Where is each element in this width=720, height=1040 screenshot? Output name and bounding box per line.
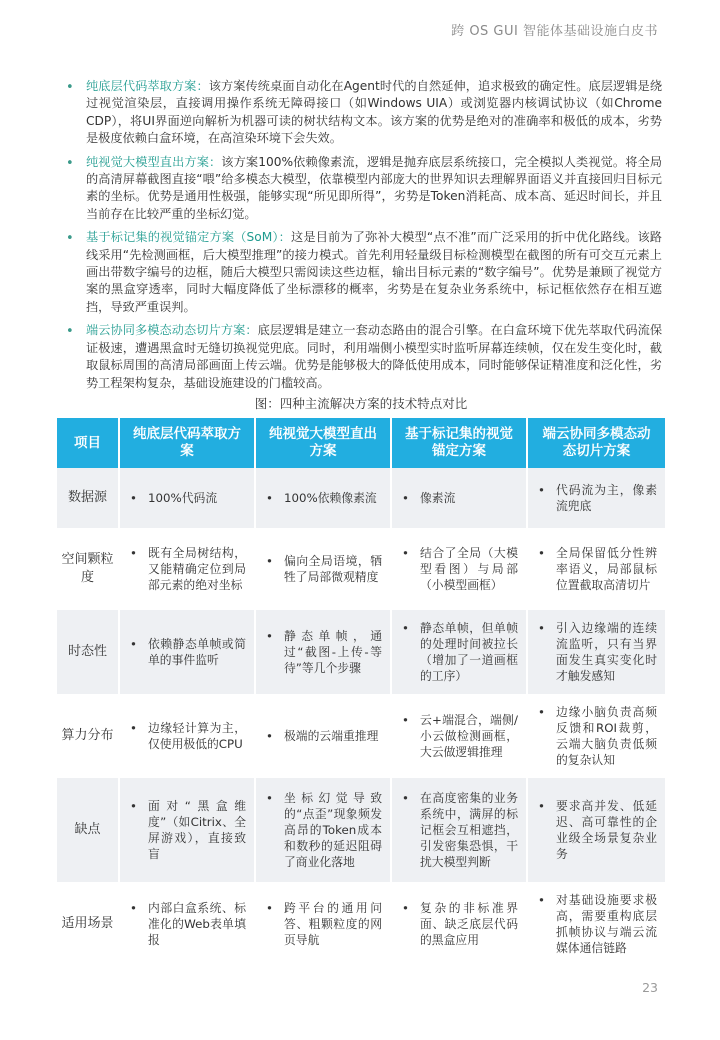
cell-text: 复杂的非标准界面、缺乏底层代码的黑盒应用 bbox=[420, 901, 518, 947]
bullet-dot-icon: • bbox=[266, 554, 273, 568]
header-cell-edge-cloud: 端云协同多模态动态切片方案 bbox=[527, 418, 665, 468]
bullet-term: 纯底层代码萃取方案： bbox=[86, 79, 209, 93]
cell-text: 全局保留低分性辨率语义，局部鼠标位置截取高清切片 bbox=[556, 546, 657, 592]
table-cell bbox=[255, 882, 391, 966]
table-cell bbox=[255, 694, 391, 778]
table-cell bbox=[527, 528, 665, 610]
row-label: 适用场景 bbox=[57, 882, 119, 966]
bullet-term: 纯视觉大模型直出方案： bbox=[86, 154, 222, 169]
table-cell bbox=[391, 610, 527, 694]
cell-text: 跨平台的通用问答、粗颗粒度的网页导航 bbox=[284, 901, 382, 947]
bullet-dot-icon: • bbox=[66, 155, 74, 171]
bullet-dot-icon: • bbox=[266, 901, 273, 915]
table-cell bbox=[255, 528, 391, 610]
bullet-dot-icon: • bbox=[538, 705, 545, 719]
row-label: 时态性 bbox=[57, 610, 119, 694]
bullet-dot-icon: • bbox=[538, 546, 545, 560]
cell-text: 结合了全局（大模型看图）与局部（小模型画框） bbox=[420, 546, 518, 592]
bullet-term: 基于标记集的视觉锚定方案（SoM）： bbox=[86, 230, 292, 245]
cell-text: 既有全局树结构，又能精确定位到局部元素的绝对坐标 bbox=[148, 546, 246, 592]
cell-text: 依赖静态单帧或简单的事件监听 bbox=[148, 637, 246, 667]
bullet-dot-icon: • bbox=[402, 546, 409, 560]
cell-text: 100%依赖像素流 bbox=[284, 491, 377, 505]
table-cell bbox=[391, 778, 527, 882]
cell-text: 静态单帧，但单帧的处理时间被拉长（增加了一道画框的工序） bbox=[420, 621, 518, 683]
cell-text: 坐标幻觉导致的“点歪”现象频发高昂的Token成本和数秒的延迟阻碍了商业化落地 bbox=[284, 791, 382, 869]
bullet-term: 端云协同多模态动态切片方案： bbox=[86, 323, 258, 338]
cell-text: 100%代码流 bbox=[148, 491, 218, 505]
row-label: 算力分布 bbox=[57, 694, 119, 778]
table-cell bbox=[527, 694, 665, 778]
cell-text: 对基础设施要求极高，需要重构底层抓帧协议与端云流媒体通信链路 bbox=[556, 893, 657, 955]
bullet-paragraph bbox=[86, 154, 662, 224]
bullet-dot-icon: • bbox=[130, 637, 137, 651]
table-caption: 图：四种主流解决方案的技术特点对比 bbox=[254, 396, 468, 411]
table-cell bbox=[391, 882, 527, 966]
bullet-dot-icon: • bbox=[130, 721, 137, 735]
bullet-dot-icon: • bbox=[402, 901, 409, 915]
table-cell bbox=[527, 778, 665, 882]
table-cell bbox=[391, 468, 527, 528]
row-label: 数据源 bbox=[57, 468, 119, 528]
cell-text: 静态单帧，通过“截图-上传-等待”等几个步骤 bbox=[284, 629, 382, 675]
table-row bbox=[57, 778, 665, 882]
header-cell-som: 基于标记集的视觉锚定方案 bbox=[391, 418, 527, 468]
bullet-dot-icon: • bbox=[66, 80, 74, 95]
cell-text: 像素流 bbox=[420, 491, 456, 505]
table-cell bbox=[119, 468, 255, 528]
bullet-dot-icon: • bbox=[130, 901, 137, 915]
table-row bbox=[57, 468, 665, 528]
header-cell-pure-vision: 纯视觉大模型直出方案 bbox=[255, 418, 391, 468]
bullet-dot-icon: • bbox=[266, 729, 273, 743]
row-label: 空间颗粒度 bbox=[57, 528, 119, 610]
table-cell bbox=[119, 694, 255, 778]
bullet-item bbox=[62, 229, 662, 316]
bullet-dot-icon: • bbox=[402, 621, 409, 635]
page-header-title: 跨 OS GUI 智能体基础设施白皮书 bbox=[451, 24, 658, 39]
table-row bbox=[57, 882, 665, 966]
table-cell bbox=[527, 610, 665, 694]
table-cell bbox=[119, 882, 255, 966]
bullet-item bbox=[62, 154, 662, 224]
cell-text: 要求高并发、低延迟、高可靠性的企业级全场景复杂业务 bbox=[556, 799, 657, 861]
solution-bullet-list bbox=[62, 78, 662, 398]
bullet-dot-icon: • bbox=[402, 791, 409, 805]
table-row bbox=[57, 528, 665, 610]
bullet-text: 这是目前为了弥补大模型“点不准”而广泛采用的折中优化路线。该路线采用“先检测画框，后大模型推理”的接力模式。首先利用轻量级目标检测模型在截图的所有可交互元素上画出带数字编号的边框，随后大模型只需阅读这些边框，输出目标元素的“数字编号”。优势是兼顾了视觉方案的黑盒穿透率，同时大幅度降低了坐标漂移的概率，劣势是在复杂业务系统中，标记框依然存在相互遮挡，导致严重误判。 bbox=[86, 230, 662, 314]
bullet-item bbox=[62, 322, 662, 392]
table-cell bbox=[255, 468, 391, 528]
table-cell bbox=[391, 528, 527, 610]
table-cell bbox=[527, 882, 665, 966]
bullet-dot-icon: • bbox=[402, 713, 409, 727]
comparison-table bbox=[57, 418, 665, 966]
bullet-text: 该方案100%依赖像素流，逻辑是抛弃底层系统接口，完全模拟人类视觉。将全局的高清屏幕截图直接“喂”给多模态大模型，依靠模型内部庞大的世界知识去理解界面语义并直接回归目标元素的坐标。优势是通用性极强，能够实现“所见即所得”，劣势是Token消耗高、成本高、延迟时间长，并且当前存在比较严重的坐标幻觉。 bbox=[86, 154, 663, 221]
cell-text: 极端的云端重推理 bbox=[284, 729, 379, 743]
bullet-dot-icon: • bbox=[402, 491, 409, 505]
bullet-dot-icon: • bbox=[266, 629, 273, 643]
cell-text: 偏向全局语境，牺牲了局部微观精度 bbox=[284, 554, 382, 584]
table-cell bbox=[119, 610, 255, 694]
table-row bbox=[57, 610, 665, 694]
bullet-dot-icon: • bbox=[538, 483, 545, 497]
bullet-dot-icon: • bbox=[130, 799, 137, 813]
cell-text: 边缘小脑负责高频反馈和ROI裁剪，云端大脑负责低频的复杂认知 bbox=[556, 705, 657, 767]
bullet-item bbox=[62, 78, 662, 148]
bullet-text: 底层逻辑是建立一套动态路由的混合引擎。在白盒环境下优先萃取代码流保证极速，遭遇黑盒时无缝切换视觉兜底。同时，利用端侧小模型实时监听屏幕连续帧，仅在发生变化时，截取鼠标周围的高清局部画面上传云端。优势是能够极大的降低使用成本，同时能够保证精准度和泛化性，劣势工程架构复杂，基础设施建设的门槛较高。 bbox=[86, 323, 663, 390]
cell-text: 内部白盒系统、标准化的Web表单填报 bbox=[148, 901, 246, 947]
bullet-dot-icon: • bbox=[538, 799, 545, 813]
bullet-dot-icon: • bbox=[538, 893, 545, 907]
cell-text: 边缘轻计算为主，仅使用极低的CPU bbox=[148, 721, 246, 751]
cell-text: 代码流为主，像素流兜底 bbox=[556, 483, 657, 513]
bullet-dot-icon: • bbox=[66, 231, 74, 247]
table-cell bbox=[255, 610, 391, 694]
header-cell-item: 项目 bbox=[57, 418, 119, 468]
table-cell bbox=[119, 778, 255, 882]
bullet-dot-icon: • bbox=[266, 491, 273, 505]
bullet-text: 该方案传统桌面自动化在Agent时代的自然延伸，追求极致的确定性。底层逻辑是绕过视觉渲染层，直接调用操作系统无障碍接口（如Windows UIA）或浏览器内核调试协议（如Chrome CDP），将UI界面逆向解析为机器可读的树状结构文本。该方案的优势是绝对的准确率和极低的成本，劣势是极度依赖白盒环境，在高渲染环境下会失效。 bbox=[86, 79, 663, 146]
table-cell bbox=[255, 778, 391, 882]
table-cell bbox=[391, 694, 527, 778]
cell-text: 面对“黑盒维度”（如Citrix、全屏游戏），直接致盲 bbox=[148, 799, 246, 861]
table-cell bbox=[119, 528, 255, 610]
cell-text: 云+端混合，端侧/小云做检测画框，大云做逻辑推理 bbox=[420, 713, 518, 759]
cell-text: 在高度密集的业务系统中，满屏的标记框会互相遮挡，引发密集恐惧，干扰大模型判断 bbox=[420, 791, 518, 869]
table-cell bbox=[527, 468, 665, 528]
header-cell-code-extraction: 纯底层代码萃取方案 bbox=[119, 418, 255, 468]
row-label: 缺点 bbox=[57, 778, 119, 882]
bullet-dot-icon: • bbox=[130, 491, 137, 505]
bullet-dot-icon: • bbox=[130, 546, 137, 560]
page-number: 23 bbox=[642, 980, 658, 995]
bullet-dot-icon: • bbox=[538, 621, 545, 635]
comparison-table-wrapper bbox=[57, 418, 665, 966]
bullet-paragraph bbox=[86, 322, 662, 392]
bullet-paragraph bbox=[86, 78, 662, 148]
bullet-paragraph bbox=[86, 229, 662, 316]
bullet-dot-icon: • bbox=[66, 324, 74, 340]
cell-text: 引入边缘端的连续流监听，只有当界面发生真实变化时才触发感知 bbox=[556, 621, 657, 683]
table-header-row bbox=[57, 418, 665, 468]
table-row bbox=[57, 694, 665, 778]
bullet-dot-icon: • bbox=[266, 791, 273, 805]
